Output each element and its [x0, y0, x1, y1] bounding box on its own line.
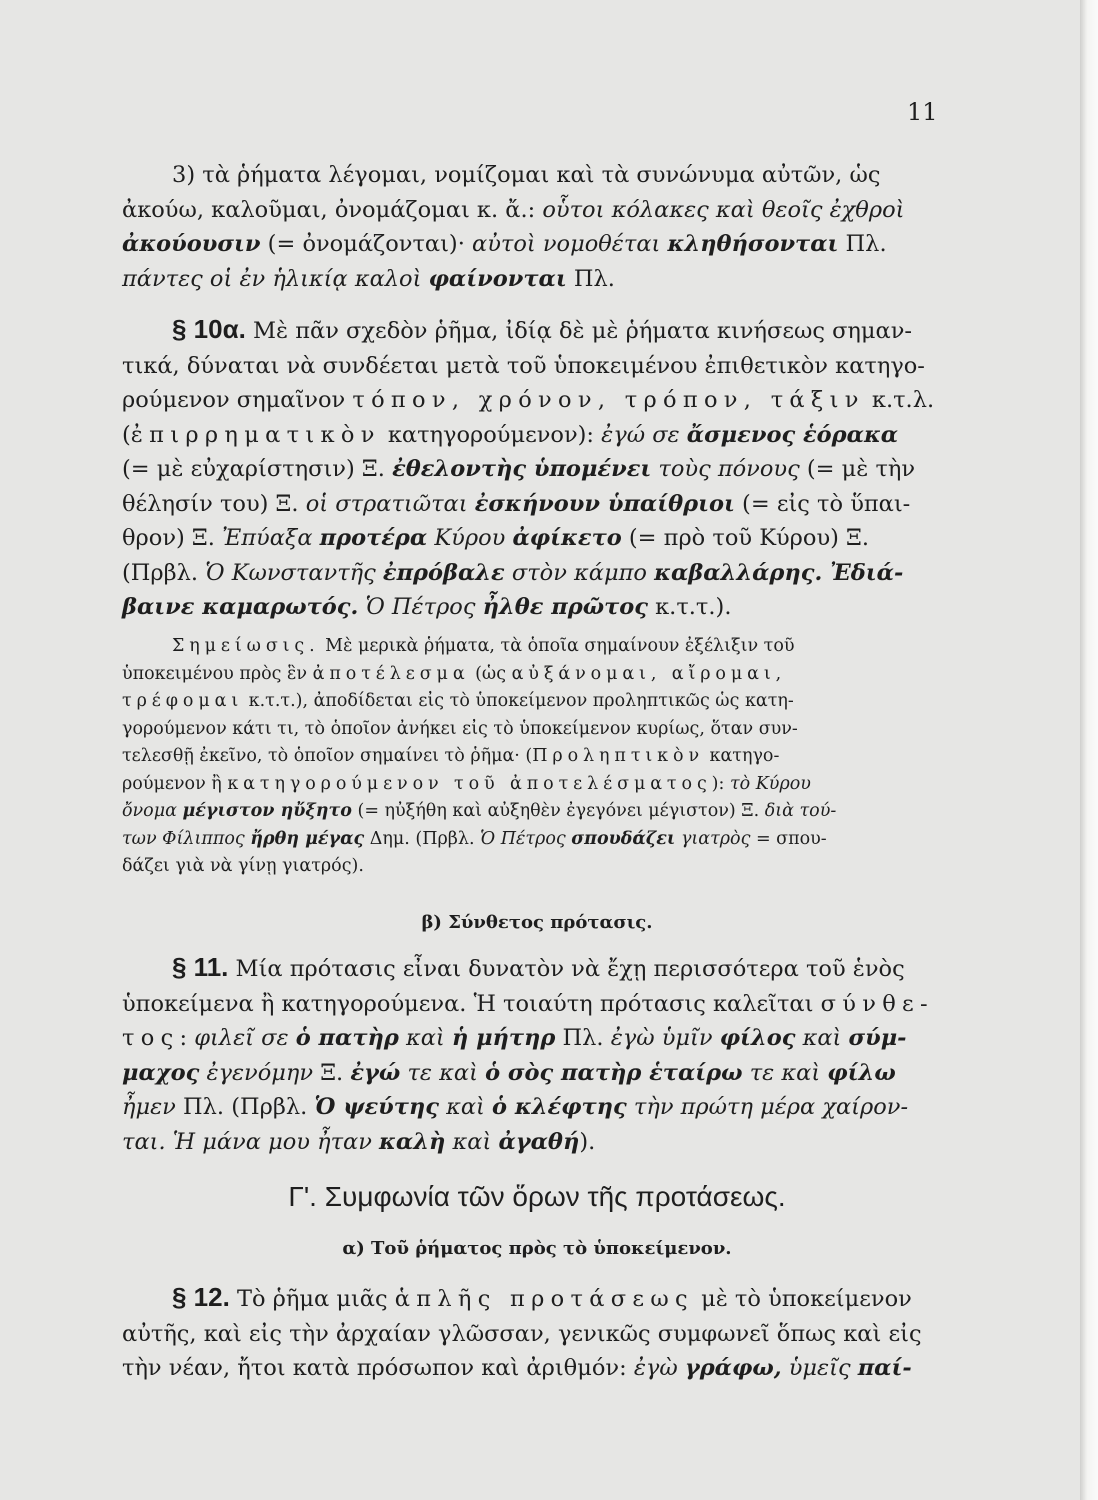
- text: κ.τ.λ.: [864, 387, 935, 413]
- text: (ὡς: [469, 663, 512, 684]
- text-line: [122, 418, 952, 453]
- spaced-term: σύνθε-: [820, 990, 934, 1017]
- example: ἐγὼ ὑμῖν: [610, 1025, 720, 1051]
- text-line: [122, 227, 952, 262]
- bold-term: σπουδάζει: [571, 828, 676, 849]
- example: τοὺς πόνους: [651, 456, 800, 482]
- bold-term: Ὁ ψεύτης: [314, 1094, 439, 1120]
- section-number: § 10α.: [172, 314, 246, 344]
- text: Δημ. (Πρβλ.: [364, 828, 481, 849]
- text-line: [122, 556, 952, 591]
- text-line: [122, 262, 952, 297]
- text: Πλ.: [566, 265, 615, 292]
- text: ):: [711, 773, 730, 794]
- example: αὐτοὶ νομοθέται: [472, 231, 668, 257]
- text-line: [122, 590, 952, 625]
- text: 3) τὰ ῥήματα λέγομαι, νομίζομαι καὶ τὰ συνώνυμα αὐτῶν, ὡς: [172, 162, 881, 188]
- example: τὸ Κύρου: [729, 773, 811, 794]
- example: των Φίλιππος: [122, 828, 251, 849]
- text: γορούμενον κάτι τι, τὸ ὁποῖον ἀνήκει εἰς τὸ ὑποκείμενον κυρίως, ὅταν συν-: [122, 718, 798, 739]
- section-number: § 12.: [172, 1282, 230, 1312]
- text: μὲ τὸ ὑποκείμενον: [693, 1286, 912, 1312]
- text-line: [122, 158, 952, 193]
- text: θρον) Ξ.: [122, 525, 223, 551]
- text: τικά, δύναται νὰ συνδέεται μετὰ τοῦ ὑποκειμένου ἐπιθετικὸν κατηγο-: [122, 352, 925, 379]
- text-line: [122, 193, 952, 228]
- section-number: § 11.: [172, 952, 229, 982]
- bold-term: ἄσμενος ἑόρακα: [686, 421, 899, 448]
- text-line: [122, 487, 952, 522]
- text: ὑποκείμενα ἢ κατηγορούμενα. Ἡ τοιαύτη πρότασις καλεῖται: [122, 990, 821, 1017]
- text: Μὲ πᾶν σχεδὸν ῥῆμα, ἰδίᾳ δὲ μὲ ῥήματα κινήσεως σημαν-: [245, 318, 913, 344]
- text: ).: [579, 1128, 596, 1155]
- example: καὶ: [445, 1128, 499, 1155]
- text: ὑποκειμένου πρὸς ἓν: [122, 663, 313, 684]
- bold-term: σύμ-: [848, 1025, 907, 1051]
- text: (= μὲ τὴν: [799, 456, 916, 482]
- note-paragraph: [122, 633, 952, 881]
- example: οἱ στρατιῶται: [305, 490, 475, 517]
- example: ἐγὼ: [633, 1355, 685, 1381]
- text: :: [179, 1025, 195, 1051]
- text: Πλ. (Πρβλ.: [175, 1094, 315, 1120]
- section-10a: [122, 312, 952, 625]
- example: γιατρὸς: [675, 828, 751, 849]
- text-line: [122, 798, 952, 826]
- text: Πλ.: [838, 231, 887, 257]
- chapter-heading: Γ'. Συμφωνία τῶν ὅρων τῆς προτάσεως.: [288, 1181, 786, 1212]
- text-line: [122, 349, 952, 384]
- text-line: [122, 1090, 952, 1125]
- text: (= πρὸ τοῦ Κύρου) Ξ.: [621, 525, 870, 551]
- text: (= ηὐξήθη καὶ αὐξηθὲν ἐγεγόνει μέγιστον) Ξ.: [351, 801, 765, 821]
- text: Μὲ μερικὰ ῥήματα, τὰ ὁποῖα σημαίνουν ἐξέλιξιν τοῦ: [319, 636, 795, 656]
- text: = σπου-: [750, 828, 827, 849]
- example: ἐγώ σε: [601, 421, 687, 448]
- spaced-term: Προληπτικὸν: [532, 746, 704, 766]
- spaced-term: τος: [122, 1025, 180, 1051]
- example: καὶ: [398, 1025, 452, 1051]
- bold-term: φίλος: [719, 1025, 796, 1051]
- text: κατηγο-: [703, 746, 780, 766]
- section-12: [122, 1280, 952, 1386]
- bold-term: φίλω: [827, 1059, 896, 1086]
- bold-term: ὁ πατὴρ: [295, 1025, 399, 1051]
- spaced-term: τόπον, χρόνον, τρόπον, τάξιν: [352, 387, 865, 413]
- text: κατηγορούμενον):: [380, 421, 602, 448]
- text-line: [122, 633, 952, 661]
- text-line: [122, 826, 952, 854]
- example: καὶ: [438, 1094, 493, 1120]
- text: (= μὲ εὐχαρίστησιν) Ξ.: [122, 456, 393, 482]
- bold-term: γράφω,: [684, 1355, 782, 1381]
- example: τε καὶ: [400, 1059, 486, 1086]
- example: πάντες οἱ ἐν ἡλικίᾳ καλοὶ: [122, 265, 429, 292]
- bold-term: μαχος: [122, 1059, 200, 1086]
- text-line: [122, 950, 952, 987]
- bold-term: παί-: [857, 1355, 912, 1381]
- bold-term: ἐθελοντὴς ὑπομένει: [392, 456, 652, 482]
- text-line: [122, 383, 952, 418]
- example: τε καὶ: [742, 1059, 828, 1086]
- subheading-b: β) Σύνθετος πρότασις.: [421, 912, 653, 933]
- spaced-term: τρέφομαι: [122, 691, 244, 711]
- example: στὸν κάμπο: [504, 559, 655, 586]
- text-line: [122, 452, 952, 487]
- spaced-term: ἁπλῆς προτάσεως: [394, 1286, 694, 1312]
- example: ἐγενόμην: [199, 1059, 314, 1086]
- example: Ὁ Κωνσταντῆς: [205, 559, 383, 586]
- note-label: Σημείωσις.: [172, 636, 320, 656]
- example: ὄνομα: [122, 801, 183, 821]
- text-line: [122, 1056, 952, 1091]
- bold-term: ἀφίκετο: [512, 525, 622, 551]
- page-edge: [1080, 0, 1098, 1500]
- section-11: [122, 950, 952, 1159]
- text: Μία πρότασις εἶναι δυνατὸν νὰ ἔχῃ περισσότερα τοῦ ἑνὸς: [228, 956, 905, 982]
- text-line: [122, 716, 952, 744]
- text: δάζει γιὰ νὰ γίνῃ γιατρός).: [122, 856, 364, 876]
- text-line: [122, 987, 952, 1022]
- page-number: 11: [907, 98, 938, 126]
- item-3-paragraph: [122, 158, 952, 296]
- example: οὗτοι κόλακες καὶ θεοῖς ἐχθροὶ: [542, 196, 905, 223]
- subheading-a: α) Τοῦ ῥήματος πρὸς τὸ ὑποκείμενον.: [342, 1238, 732, 1259]
- spaced-term: αὐξάνομαι, αἴρομαι,: [511, 663, 787, 684]
- text-line: [122, 743, 952, 771]
- bold-term: καλὴ: [379, 1128, 446, 1155]
- bold-term: ὁ κλέφτης: [492, 1094, 627, 1120]
- bold-term: ἦλθε πρῶτος: [482, 594, 648, 620]
- text-line: [122, 1021, 952, 1056]
- text: Τὸ ῥῆμα μιᾶς: [229, 1286, 395, 1312]
- bold-term: ἐπρόβαλε: [382, 559, 505, 586]
- bold-term: ἀκούουσιν: [122, 231, 261, 257]
- bold-term: ἐγώ: [350, 1059, 401, 1086]
- example: Ἐπύαξα: [222, 525, 320, 551]
- example: ὑμεῖς: [781, 1355, 858, 1381]
- text: τὴν νέαν, ἤτοι κατὰ πρόσωπον καὶ ἀριθμόν:: [122, 1355, 634, 1381]
- example: ται. Ἡ μάνα μου ἦταν: [122, 1128, 380, 1155]
- text: Ξ.: [313, 1059, 351, 1086]
- text-line: [122, 688, 952, 716]
- text: ρούμενον ἢ: [122, 773, 228, 794]
- text-line: [122, 312, 952, 349]
- spaced-term: κατηγορούμενον τοῦ ἀποτελέσματος: [227, 773, 712, 794]
- example: Ὁ Πέτρος: [480, 828, 572, 849]
- text-line: [122, 1280, 952, 1317]
- bold-term: βαινε καμαρωτός.: [122, 594, 359, 620]
- bold-term: μέγιστον ηὔξητο: [182, 801, 352, 821]
- bold-term: ὁ σὸς πατὴρ ἑταίρω: [485, 1059, 743, 1086]
- example: διὰ τού-: [764, 801, 837, 821]
- bold-term: ἤρθη μέγας: [250, 828, 365, 849]
- text: αὐτῆς, καὶ εἰς τὴν ἀρχαίαν γλῶσσαν, γενικῶς συμφωνεῖ ὅπως καὶ εἰς: [122, 1320, 922, 1347]
- example: φιλεῖ σε: [194, 1025, 296, 1051]
- example: Ὁ Πέτρος: [358, 594, 483, 620]
- text-line: [122, 1351, 952, 1386]
- text: ἀκούω, καλοῦμαι, ὀνομάζομαι κ. ἄ.:: [122, 196, 543, 223]
- example: ἦμεν: [122, 1094, 176, 1120]
- text: θέλησίν του) Ξ.: [122, 490, 306, 517]
- text: (Πρβλ.: [122, 559, 206, 586]
- text-line: [122, 853, 952, 881]
- text: τελεσθῇ ἐκεῖνο, τὸ ὁποῖον σημαίνει τὸ ῥῆμα· (: [122, 746, 533, 766]
- text-line: [122, 771, 952, 799]
- example: Κύρου: [427, 525, 513, 551]
- spaced-term: ἐπιρρηματικὸν: [130, 421, 381, 448]
- text-line: [122, 1317, 952, 1352]
- bold-term: ἡ μήτηρ: [451, 1025, 556, 1051]
- text: (= ὀνομάζονται)·: [260, 231, 473, 257]
- text-line: [122, 521, 952, 556]
- bold-term: προτέρα: [319, 525, 428, 551]
- bold-term: ἐσκήνουν ὑπαίθριοι: [474, 490, 735, 517]
- text-line: [122, 661, 952, 689]
- text: (= εἰς τὸ ὕπαι-: [734, 490, 911, 517]
- text: (: [122, 421, 131, 448]
- bold-term: κληθήσονται: [667, 231, 839, 257]
- text-line: [122, 1125, 952, 1160]
- bold-term: ἀγαθή: [498, 1128, 580, 1155]
- bold-term: φαίνονται: [428, 265, 567, 292]
- text: κ.τ.τ.).: [647, 594, 732, 620]
- example: τὴν πρώτη μέρα χαίρον-: [626, 1094, 909, 1120]
- text: κ.τ.τ.), ἀποδίδεται εἰς τὸ ὑποκείμενον προληπτικῶς ὡς κατη-: [243, 691, 794, 711]
- text: Πλ.: [555, 1025, 611, 1051]
- bold-term: καβαλλάρης. Ἐδιά-: [654, 559, 904, 586]
- example: καὶ: [795, 1025, 849, 1051]
- text: ρούμενον σημαῖνον: [122, 387, 353, 413]
- spaced-term: ἀποτέλεσμα: [312, 663, 470, 684]
